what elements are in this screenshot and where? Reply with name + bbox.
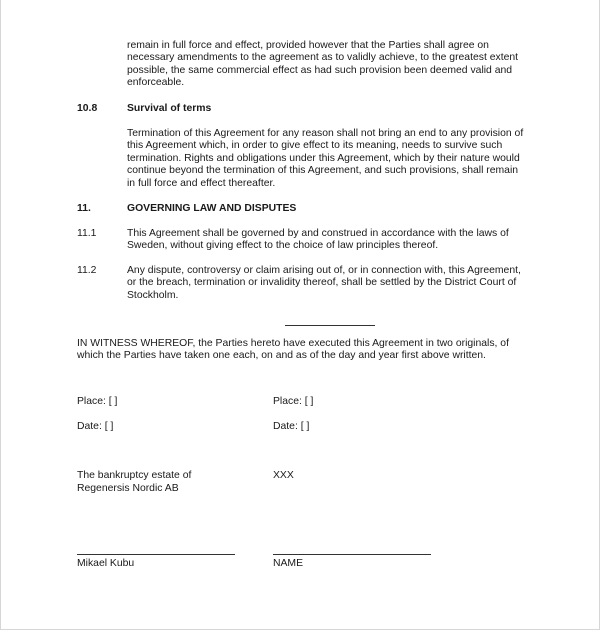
section-10-8-number: 10.8 (77, 103, 98, 114)
left-date-field: Date: [ ] (77, 421, 114, 432)
left-party-name-line2: Regenersis Nordic AB (77, 483, 179, 494)
section-11-1-number: 11.1 (77, 228, 97, 239)
right-place-field: Place: [ ] (273, 396, 314, 407)
witness-paragraph: IN WITNESS WHEREOF, the Parties hereto have executed this Agreement in two originals, of which the Parties have taken one each, on and as of the day and year first above written. (77, 338, 509, 362)
section-11-1-paragraph: This Agreement shall be governed by and construed in accordance with the laws of Sweden, without giving effect to the choice of law principles thereof. (127, 228, 509, 252)
right-signature-line (273, 554, 431, 555)
section-11-title: GOVERNING LAW AND DISPUTES (127, 203, 297, 214)
left-party-name-line1: The bankruptcy estate of (77, 470, 192, 481)
left-signer-name: Mikael Kubu (77, 558, 135, 569)
section-11-2-paragraph: Any dispute, controversy or claim arising out of, or in connection with, this Agreement, or the breach, termination or invalidity thereof, shall be settled by the District Court of Stockholm. (127, 265, 521, 301)
continuation-paragraph: remain in full force and effect, provided however that the Parties shall agree on necessary amendments to the agreement as to validly achieve, to the greatest extent possible, the same commercial effect as had such provision been deemed valid and enforceable. (127, 40, 519, 89)
right-party-name: XXX (273, 470, 294, 481)
right-date-field: Date: [ ] (273, 421, 310, 432)
right-signer-name: NAME (273, 558, 304, 569)
section-11-number: 11. (77, 203, 91, 214)
left-place-field: Place: [ ] (77, 396, 118, 407)
section-end-rule (285, 325, 375, 326)
section-10-8-title: Survival of terms (127, 103, 212, 114)
left-signature-line (77, 554, 235, 555)
section-10-8-paragraph: Termination of this Agreement for any reason shall not bring an end to any provision of this Agreement which, in order to give effect to its meaning, needs to survive such termination. Rights and obligations under this Agreement, which by their nature would continue beyond the termination of this Agreement, and such provisions, shall remain in full force and effect thereafter. (127, 128, 524, 189)
section-11-2-number: 11.2 (77, 265, 97, 276)
